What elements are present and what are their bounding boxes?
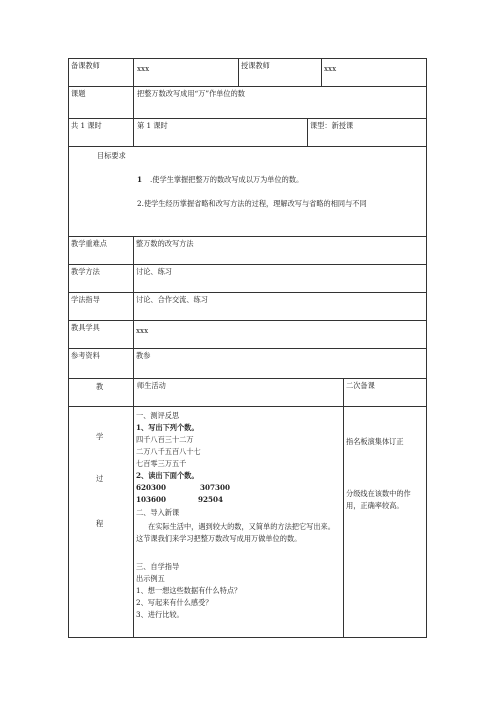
table-rule: [68, 146, 427, 147]
instructor-label: 授课教师: [241, 61, 270, 70]
process-char-2: 学: [96, 432, 104, 441]
method-value: 讨论、练习: [136, 267, 172, 276]
topic-value: 把整万数改写成用“万”作单位的数: [137, 89, 245, 98]
table-rule: [68, 86, 427, 87]
table-rule: [68, 236, 427, 237]
number-cell: 103600: [136, 495, 167, 504]
topic-label: 课题: [71, 89, 86, 98]
section-2-title: 二、导入新课: [136, 508, 180, 517]
activity-line: 1、想一想这些数据有什么特点？: [136, 586, 242, 595]
activity-line: 3、进行比较。: [136, 610, 184, 619]
table-rule: [68, 264, 427, 265]
total-periods: 共 1 课时: [71, 121, 102, 130]
activity-line: 1、写出下列个数。: [136, 423, 199, 432]
study-label: 学法指导: [71, 295, 100, 304]
table-rule: [68, 348, 427, 349]
table-rule: [307, 118, 308, 146]
tools-label: 教具学具: [71, 323, 100, 332]
focus-value: 整万数的改写方法: [136, 239, 194, 248]
activity-header: 师生活动: [137, 381, 166, 390]
table-rule: [133, 58, 134, 146]
instructor-value: xxx: [324, 64, 337, 73]
activity-line: 四千八百三十二万: [136, 435, 194, 444]
table-rule: [133, 236, 134, 638]
goal-1-text: .使学生掌握把整万的数改写成以万为单位的数。: [150, 175, 304, 184]
refs-value: 教参: [136, 351, 151, 360]
goals-label: 目标要求: [97, 151, 126, 160]
activity-line: 七百零三万五千: [136, 459, 187, 468]
secondary-note-2: 分级线在该数中的作用，正确率较高。: [346, 489, 411, 510]
table-rule: [68, 118, 427, 119]
activity-line: 三、自学指导: [136, 562, 180, 571]
table-rule: [68, 637, 427, 638]
activity-line: 出示例五: [136, 574, 165, 583]
goal-2-text: 2.使学生经历掌握省略和改写方法的过程，理解改写与省略的相同与不同: [137, 199, 367, 208]
process-char-4: 程: [96, 519, 104, 528]
table-rule: [68, 292, 427, 293]
number-cell: 307300: [200, 483, 231, 492]
lesson-type: 课型：新授课: [310, 121, 354, 130]
process-char-1: 教: [96, 382, 104, 391]
table-rule: [68, 58, 69, 638]
table-rule: [321, 58, 322, 86]
activity-line: 2、读出下面个数。: [136, 471, 199, 480]
number-cell: 92504: [198, 495, 224, 504]
activity-line: 二万八千五百八十七: [136, 447, 201, 456]
table-rule: [68, 58, 427, 59]
goal-1-number: 1: [137, 175, 143, 184]
table-rule: [68, 320, 427, 321]
activity-line: 2、写起来有什么感受？: [136, 598, 213, 607]
activity-block-1: [136, 410, 340, 482]
table-rule: [238, 58, 239, 86]
method-label: 教学方法: [71, 267, 100, 276]
secondary-note-1: 指名板演集体订正: [346, 437, 404, 446]
table-rule: [343, 378, 344, 638]
table-rule: [68, 406, 427, 407]
teacher-value: xxx: [137, 64, 150, 73]
section-2-text: 在实际生活中，遇到较大的数，又简单的方法把它写出来。这节课我们来学习把整万数改写成用万做单位的数。: [136, 522, 335, 543]
focus-label: 教学重难点: [71, 239, 107, 248]
tools-value: xxx: [136, 326, 149, 335]
number-cell: 620300: [136, 483, 167, 492]
activity-line: 一、测评反思: [136, 411, 180, 420]
current-period: 第 1 课时: [137, 121, 168, 130]
table-rule: [426, 58, 427, 638]
refs-label: 参考资料: [71, 351, 100, 360]
secondary-header: 二次备课: [346, 381, 375, 390]
activity-block-2: [136, 561, 340, 621]
process-char-3: 过: [96, 474, 104, 483]
teacher-label: 备课教师: [71, 61, 100, 70]
study-value: 讨论、合作交流、练习: [136, 295, 208, 304]
table-rule: [68, 378, 427, 379]
